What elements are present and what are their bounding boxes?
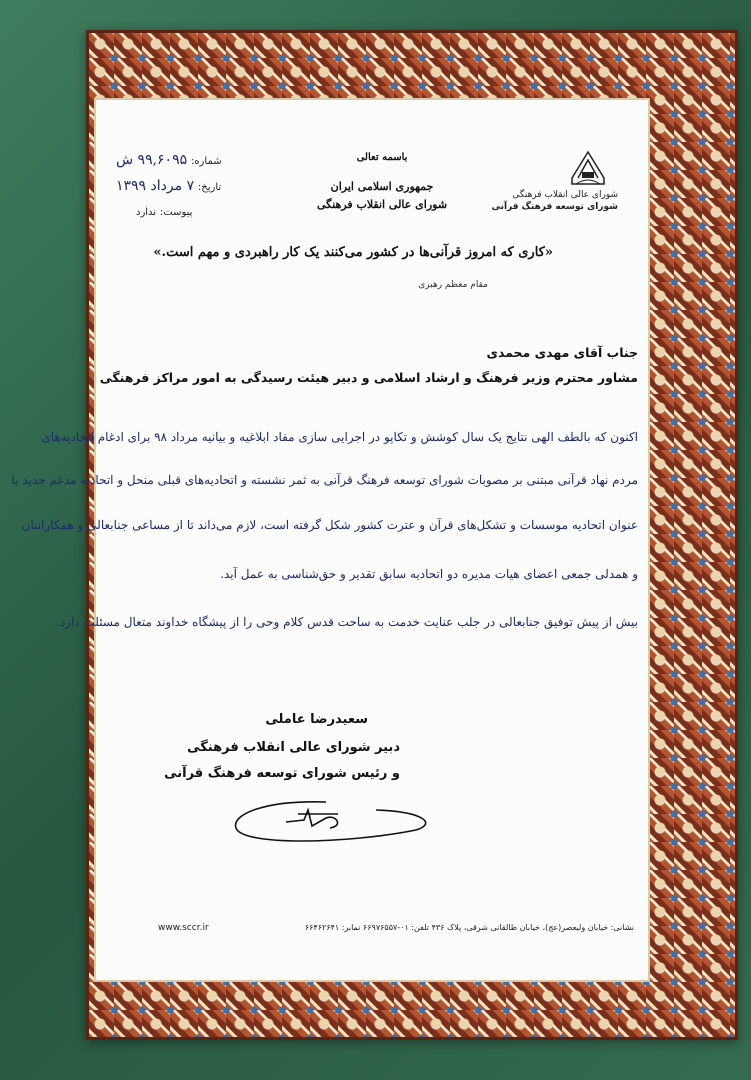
addressee-name: جناب آقای مهدی محمدی [486, 345, 638, 360]
date-label: تاریخ: [197, 182, 222, 193]
body-line-2: مردم نهاد قرآنی مبتنی بر مصوبات شورای توسعه فرهنگ قرآنی به ثمر نشسته و اتحادیه‌های قبلی منحل و اتحادیه مدغم جدید با [11, 473, 638, 487]
basmala: باسمه تعالی [356, 152, 408, 163]
meta-attachment [136, 204, 192, 218]
footer-address: نشانی: خیابان ولیعصر(عج)، خیابان طالقانی شرقی، پلاک ۴۳۶ تلفن: ۰۱-۶۶۹۷۶۵۵۷ نمابر: ۶۶۴۶۲۶۴۱ [304, 923, 634, 932]
logo-line-2: شورای توسعه فرهنگ قرآنی [491, 202, 618, 212]
council-logo-icon [568, 148, 608, 188]
meta-number [116, 152, 222, 168]
number-label: شماره: [190, 156, 222, 167]
body-line-5: بیش از پیش توفیق جنابعالی در جلب عنایت خدمت به ساحت قدس کلام وحی را از پیشگاه خداوند متعال مسئلت دارد. [56, 615, 638, 629]
body-line-3: عنوان اتحادیه موسسات و تشکل‌های قرآن و عترت کشور شکل گرفته است، لازم می‌داند تا از مساعی جنابعالی و همکارانتان [21, 518, 638, 532]
certificate-paper [11, 100, 648, 980]
signatory-name: سعیدرضا عاملی [265, 712, 368, 727]
attachment-value: ندارد [136, 207, 157, 218]
header-line-1: جمهوری اسلامی ایران [330, 180, 434, 193]
body-line-1: اکنون که بالطف الهی نتایج یک سال کوشش و تکاپو در اجرایی سازی مفاد ابلاغیه و بیانیه مرداد ۹۸ برای ادغام اتحادیه‌های [41, 430, 638, 444]
date-value: ۷ مرداد ۱۳۹۹ [116, 178, 195, 194]
logo-line-1: شورای عالی انقلاب فرهنگی [512, 190, 618, 200]
addressee-title: مشاور محترم وزیر فرهنگ و ارشاد اسلامی و دبیر هیئت رسیدگی به امور مراکز فرهنگی [99, 370, 638, 385]
number-value: ۹۹,۶۰۹۵ ش [116, 152, 188, 168]
signatory-title-1: دبیر شورای عالی انقلاب فرهنگی [187, 740, 400, 755]
header-line-2: شورای عالی انقلاب فرهنگی [316, 198, 448, 211]
attachment-label: پیوست: [159, 207, 193, 218]
body-line-4: و همدلی جمعی اعضای هیات مدیره دو اتحادیه سابق تقدیر و حق‌شناسی به عمل آید. [220, 567, 638, 581]
leader-quote: «کاری که امروز قرآنی‌ها در کشور می‌کنند یک کار راهبردی و مهم است.» [153, 245, 553, 260]
signature-scribble [226, 792, 436, 852]
footer-url: www.sccr.ir [158, 923, 209, 933]
meta-date [116, 178, 221, 194]
signatory-title-2: و رئیس شورای توسعه فرهنگ قرآنی [164, 766, 400, 781]
quote-source: مقام معظم رهبری [418, 280, 488, 290]
